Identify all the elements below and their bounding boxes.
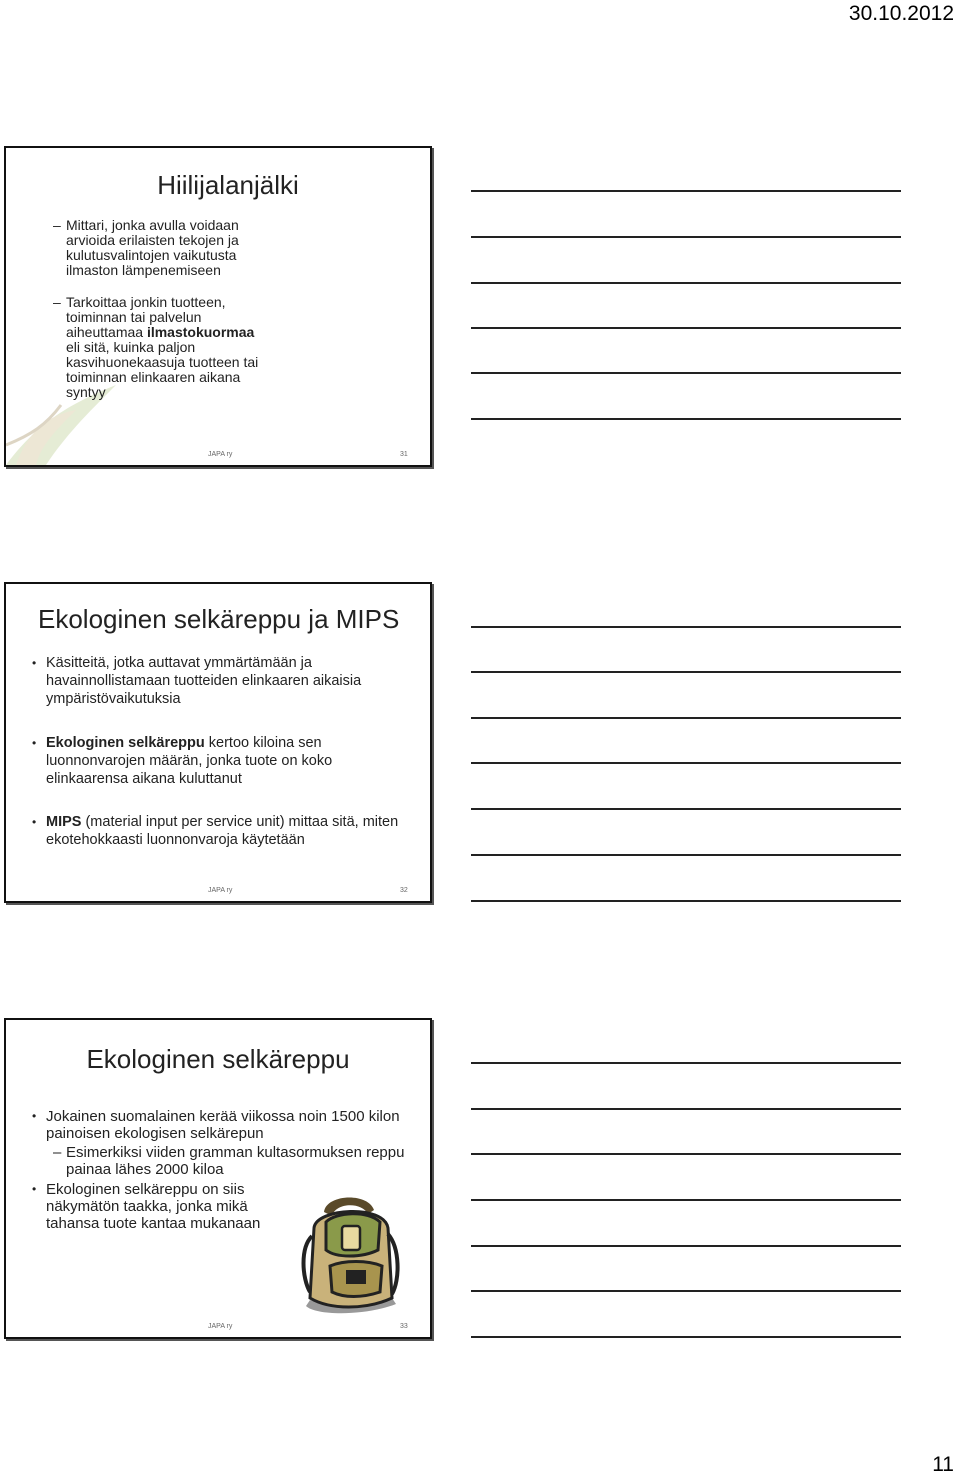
dash-item bbox=[53, 217, 266, 278]
item-bold-text: MIPS bbox=[46, 814, 82, 830]
bullet-item bbox=[32, 1108, 416, 1142]
slide-title: Ekologinen selkäreppu bbox=[86, 1044, 350, 1074]
slide-footer-number: 33 bbox=[400, 1323, 408, 1330]
note-line bbox=[471, 717, 901, 719]
slide-title: Hiilijalanjälki bbox=[157, 170, 299, 200]
item-text: Mittari, jonka avulla voidaan arvioida erilaisten tekojen ja kulutusvalintojen vaikutusta ilmaston lämpenemiseen bbox=[66, 217, 239, 278]
note-line bbox=[471, 1290, 901, 1292]
item-text: Käsitteitä, jotka auttavat ymmärtämään ja havainnollistamaan tuotteiden elinkaaren aikaisia ympäristövaikutuksia bbox=[46, 655, 362, 707]
page-date: 30.10.2012 bbox=[848, 2, 954, 25]
note-line bbox=[471, 1153, 901, 1155]
note-line bbox=[471, 327, 901, 329]
bullet-marker: • bbox=[32, 815, 37, 829]
bullet-item bbox=[32, 1181, 291, 1232]
item-text: Jokainen suomalainen kerää viikossa noin 1500 kilon painoisen ekologisen selkärepun bbox=[46, 1108, 400, 1142]
slide-footer-org: JAPA ry bbox=[208, 1323, 233, 1330]
slide-footer-org: JAPA ry bbox=[208, 451, 233, 458]
note-line bbox=[471, 418, 901, 420]
slide-ekologinen-selkareppu bbox=[4, 1018, 432, 1339]
note-line bbox=[471, 900, 901, 902]
note-line bbox=[471, 1336, 901, 1338]
bullet-marker: • bbox=[32, 736, 37, 750]
slide-footer-org: JAPA ry bbox=[208, 887, 233, 894]
item-text: eli sitä, kuinka paljon kasvihuonekaasuja tuotteen tai toiminnan elinkaaren aikana syntyy bbox=[66, 339, 259, 400]
bullet-marker: • bbox=[32, 1182, 37, 1196]
note-line bbox=[471, 671, 901, 673]
note-line bbox=[471, 372, 901, 374]
item-text: kertoo kiloina sen luonnonvarojen määrän, jonka tuote on koko elinkaarensa aikana kuluttanut bbox=[46, 735, 333, 787]
bullet-item bbox=[32, 734, 386, 788]
dash-marker: – bbox=[53, 294, 61, 310]
item-bold-text: Ekologinen selkäreppu bbox=[46, 735, 205, 751]
note-line bbox=[471, 282, 901, 284]
note-line bbox=[471, 626, 901, 628]
note-line bbox=[471, 1062, 901, 1064]
item-text: (material input per service unit) mittaa sitä, miten ekotehokkaasti luonnonvaroja käytetään bbox=[46, 814, 399, 848]
bullet-item bbox=[32, 813, 416, 849]
slide-ekologinen-selkareppu-ja-mips bbox=[4, 582, 432, 903]
bullet-marker: • bbox=[32, 656, 37, 670]
note-line bbox=[471, 1108, 901, 1110]
bullet-item bbox=[32, 654, 376, 708]
item-bold-text: ilmastokuormaa bbox=[146, 324, 255, 340]
note-line bbox=[471, 1199, 901, 1201]
slide-footer-number: 32 bbox=[400, 887, 408, 894]
item-text: Tarkoittaa jonkin tuotteen, toiminnan tai palvelun aiheuttamaa bbox=[66, 294, 226, 340]
note-line bbox=[471, 1245, 901, 1247]
item-text: Ekologinen selkäreppu on siis näkymätön taakka, jonka mikä tahansa tuote kantaa mukanaan bbox=[46, 1181, 261, 1232]
page-number: 11 bbox=[932, 1453, 954, 1476]
note-line bbox=[471, 236, 901, 238]
slide-title: Ekologinen selkäreppu ja MIPS bbox=[38, 604, 400, 634]
slide-hiilijalanjalki bbox=[4, 146, 432, 467]
note-line bbox=[471, 762, 901, 764]
dash-marker: – bbox=[53, 1144, 62, 1161]
dash-item bbox=[53, 294, 266, 400]
note-line bbox=[471, 808, 901, 810]
item-text: Esimerkiksi viiden gramman kultasormuksen reppu painaa lähes 2000 kiloa bbox=[66, 1144, 405, 1178]
backpack-icon bbox=[296, 1188, 406, 1318]
note-line bbox=[471, 854, 901, 856]
bullet-marker: • bbox=[32, 1109, 37, 1123]
slide-footer-number: 31 bbox=[400, 451, 408, 458]
sub-item bbox=[53, 1144, 406, 1178]
note-line bbox=[471, 190, 901, 192]
dash-marker: – bbox=[53, 217, 61, 233]
